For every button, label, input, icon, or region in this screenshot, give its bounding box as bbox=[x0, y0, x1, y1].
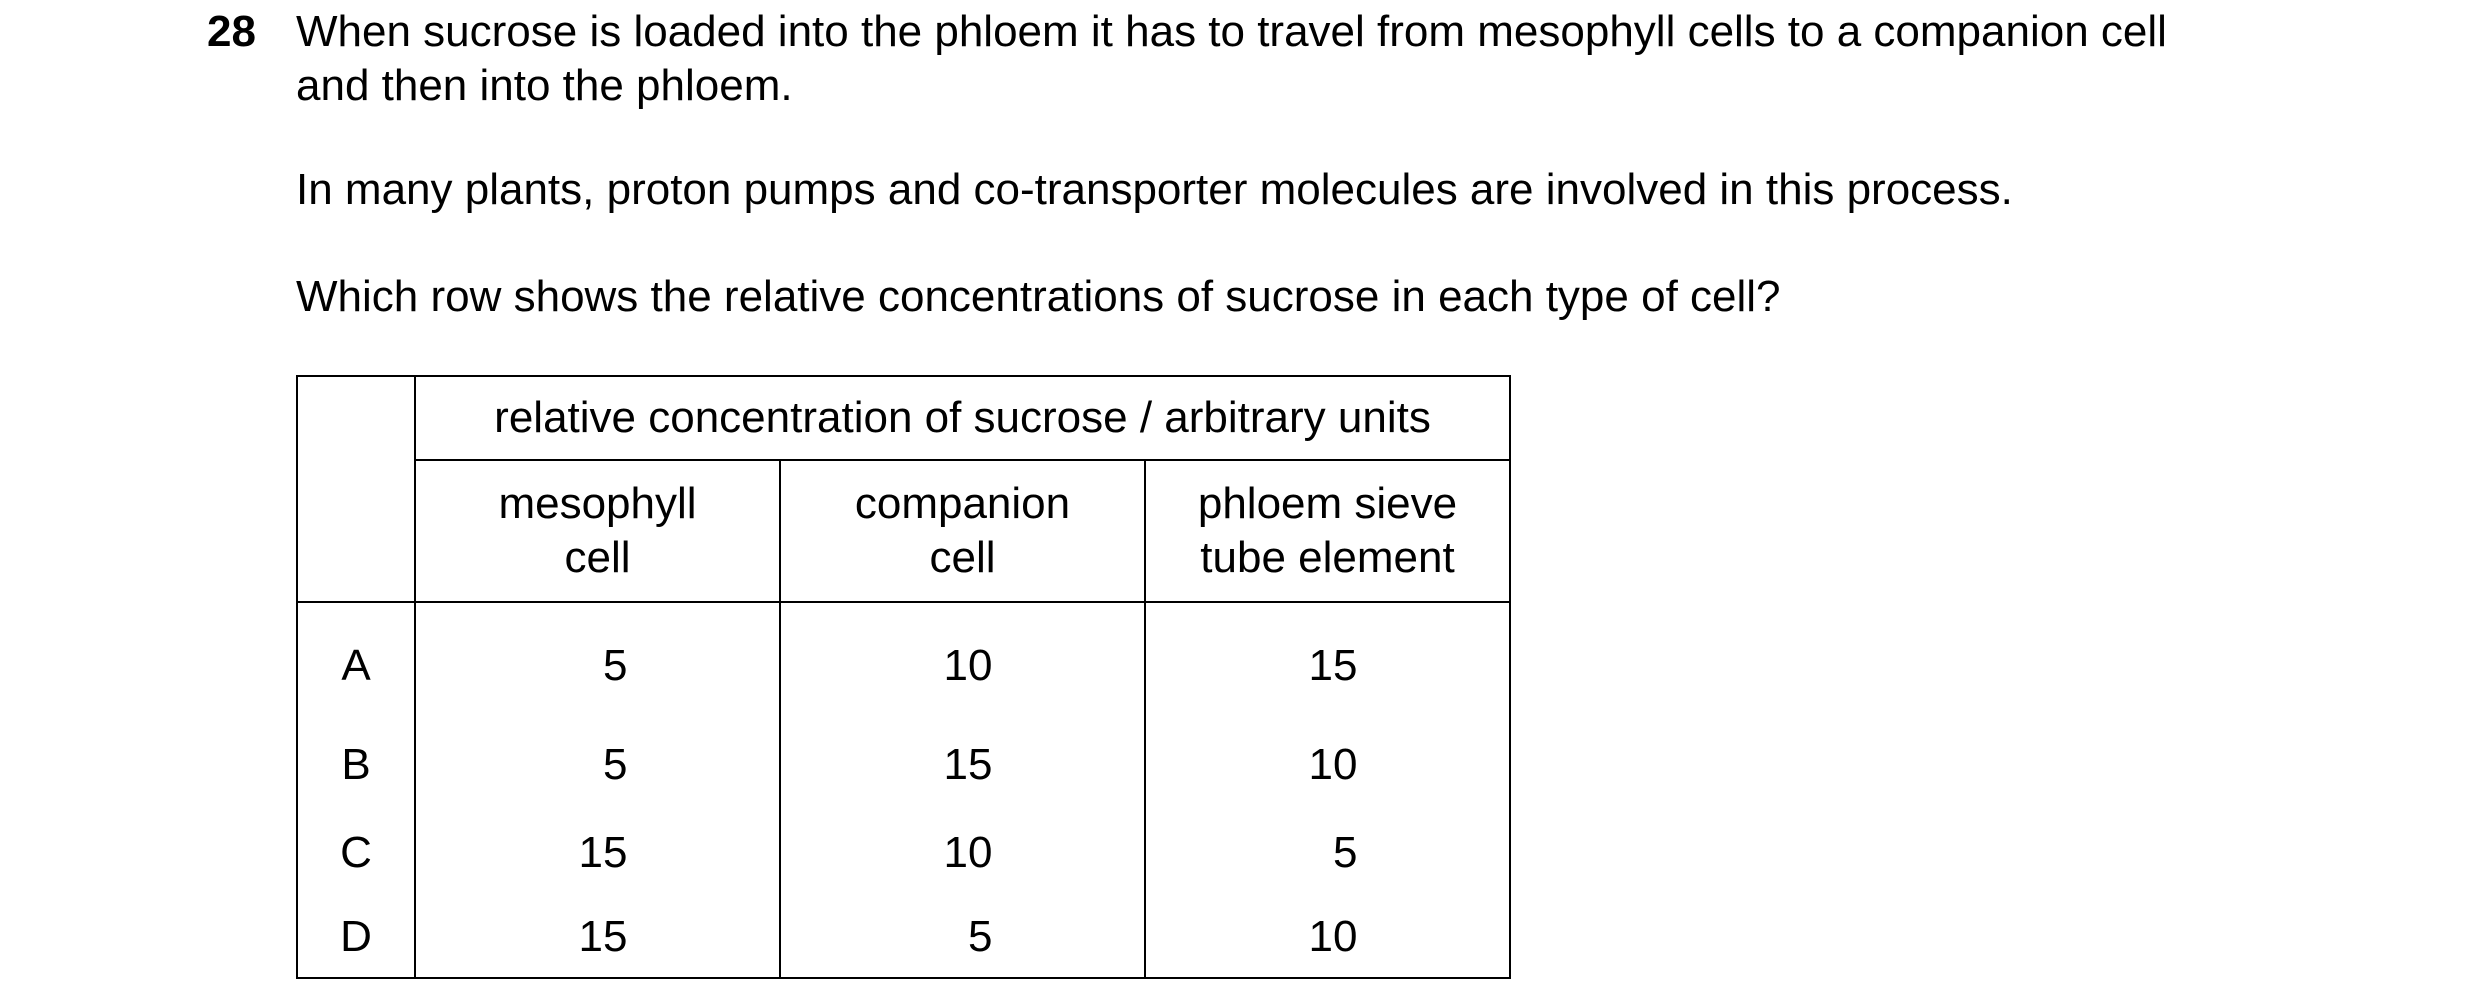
option-letter: A bbox=[297, 602, 415, 721]
column-header-phloem bbox=[1145, 460, 1510, 602]
mesophyll-value: 5 bbox=[415, 602, 780, 721]
table-span-header: relative concentration of sucrose / arbitrary units bbox=[415, 376, 1510, 460]
phloem-value: 5 bbox=[1145, 809, 1510, 897]
companion-value: 5 bbox=[780, 897, 1145, 978]
question-stem-line-1: When sucrose is loaded into the phloem it has to travel from mesophyll cells to a companion cell bbox=[296, 7, 2167, 56]
table-row-c[interactable] bbox=[297, 809, 1510, 897]
mesophyll-value: 5 bbox=[415, 721, 780, 809]
mesophyll-value: 15 bbox=[415, 897, 780, 978]
question-number: 28 bbox=[207, 7, 256, 56]
phloem-value: 15 bbox=[1145, 602, 1510, 721]
option-letter: C bbox=[297, 809, 415, 897]
column-header-companion bbox=[780, 460, 1145, 602]
column-header-line: mesophyll bbox=[498, 479, 697, 528]
option-letter: B bbox=[297, 721, 415, 809]
table-corner-cell bbox=[297, 376, 415, 602]
table-row-d[interactable] bbox=[297, 897, 1510, 978]
mesophyll-value: 15 bbox=[415, 809, 780, 897]
answer-options-table bbox=[296, 375, 1511, 979]
companion-value: 10 bbox=[780, 809, 1145, 897]
companion-value: 10 bbox=[780, 602, 1145, 721]
question-stem-line-2: and then into the phloem. bbox=[296, 61, 793, 110]
column-header-line: cell bbox=[929, 533, 996, 582]
phloem-value: 10 bbox=[1145, 721, 1510, 809]
option-letter: D bbox=[297, 897, 415, 978]
column-header-line: cell bbox=[564, 533, 631, 582]
question-prompt: Which row shows the relative concentrations of sucrose in each type of cell? bbox=[296, 272, 1781, 321]
column-header-line: tube element bbox=[1200, 533, 1455, 582]
column-header-line: phloem sieve bbox=[1197, 479, 1458, 528]
table-row-b[interactable] bbox=[297, 721, 1510, 809]
column-header-line: companion bbox=[854, 479, 1071, 528]
companion-value: 15 bbox=[780, 721, 1145, 809]
phloem-value: 10 bbox=[1145, 897, 1510, 978]
question-stem bbox=[296, 5, 2167, 113]
column-header-mesophyll bbox=[415, 460, 780, 602]
question-context: In many plants, proton pumps and co-transporter molecules are involved in this process. bbox=[296, 165, 2013, 214]
table-row-a[interactable] bbox=[297, 602, 1510, 721]
